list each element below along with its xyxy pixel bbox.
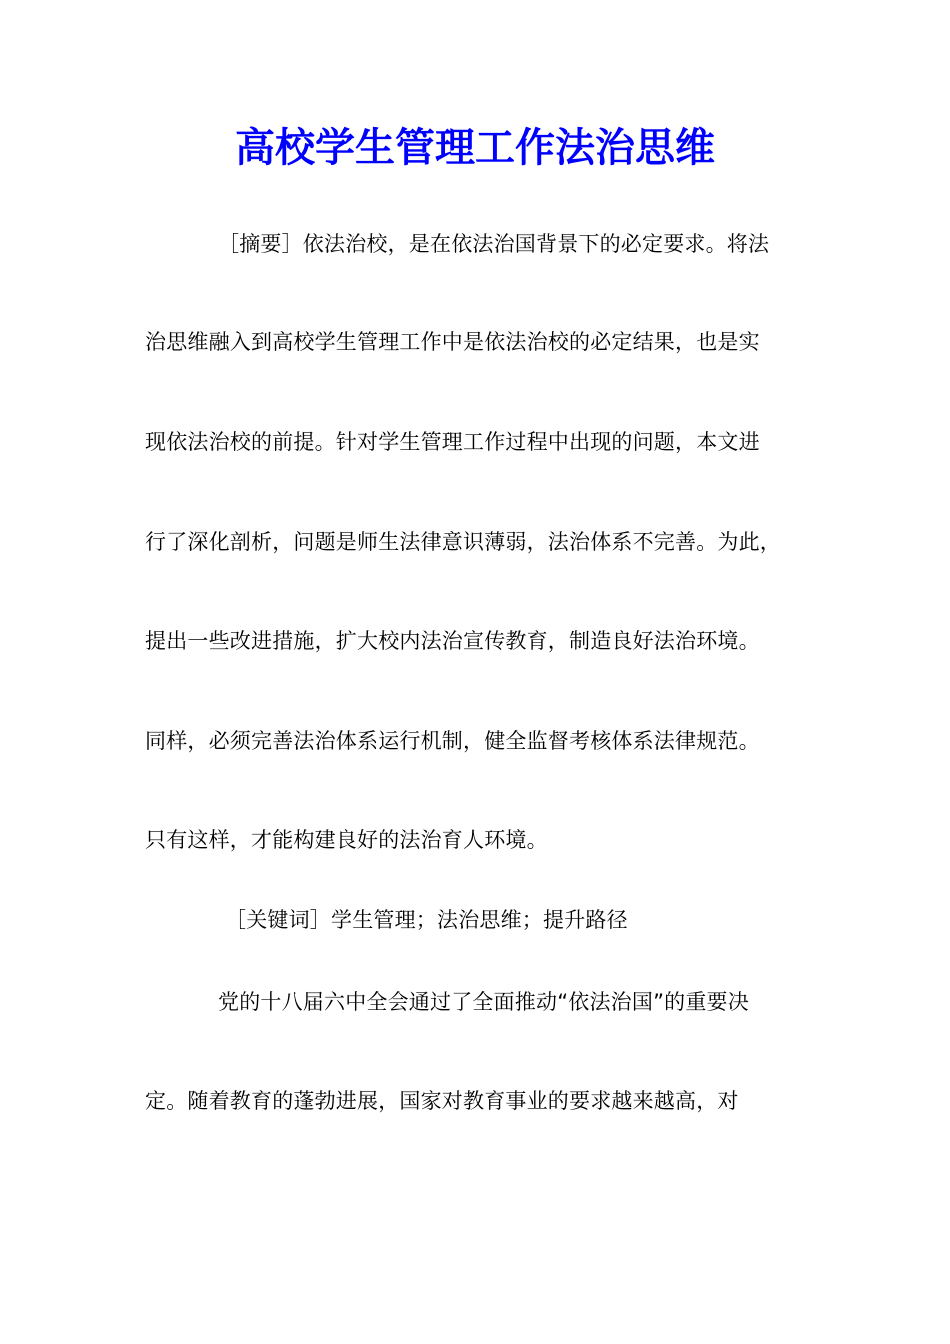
abstract-line-3: 现依法治校的前提。针对学生管理工作过程中出现的问题，本文进: [145, 430, 760, 454]
abstract-line-2: 治思维融入到高校学生管理工作中是依法治校的必定结果，也是实: [145, 330, 760, 354]
body-line-2: 定。随着教育的蓬勃进展，国家对教育事业的要求越来越高，对: [145, 1089, 739, 1113]
document-title: 高校学生管理工作法治思维: [235, 124, 715, 171]
body-line-1: 党的十八届六中全会通过了全面推动“依法治国”的重要决: [218, 990, 749, 1014]
abstract-line-4: 行了深化剖析，问题是师生法律意识薄弱，法治体系不完善。为此，: [145, 530, 781, 554]
abstract-line-1: ［摘要］依法治校，是在依法治国背景下的必定要求。将法: [218, 232, 770, 256]
abstract-line-7: 只有这样，才能构建良好的法治育人环境。: [145, 828, 548, 852]
keywords-line: ［关键词］学生管理；法治思维；提升路径: [225, 908, 628, 932]
abstract-line-5: 提出一些改进措施，扩大校内法治宣传教育，制造良好法治环境。: [145, 629, 760, 653]
abstract-line-6: 同样，必须完善法治体系运行机制，健全监督考核体系法律规范。: [145, 729, 760, 753]
